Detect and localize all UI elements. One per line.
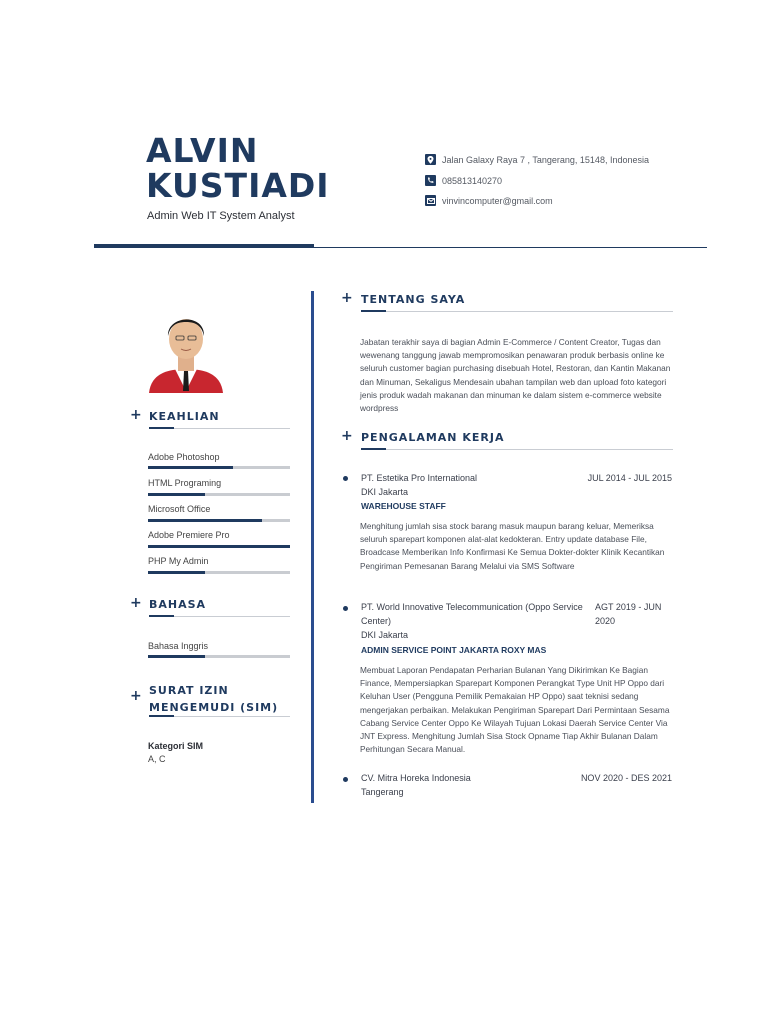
timeline-dot (343, 606, 348, 611)
contact-phone (425, 175, 502, 186)
skill-bar-fill (148, 571, 205, 574)
column-divider (311, 291, 314, 803)
job-date: JUL 2014 - JUL 2015 (587, 473, 672, 483)
job-date: NOV 2020 - DES 2021 (580, 773, 672, 783)
license-heading-line-2: MENGEMUDI (SIM) (149, 701, 279, 714)
job-company: CV. Mitra Horeka Indonesia (361, 773, 471, 783)
job-city: DKI Jakarta (361, 630, 409, 640)
languages-plus-icon: + (130, 595, 142, 611)
about-text: Jabatan terakhir saya di bagian Admin E-Commerce / Content Creator, Tugas dan wewenang tanggung jawab mempromosikan penawaran produk berbasis online ke seluruh customer bagian purchasing disebuah Hotel, Restoran, dan Kantin Makanan dan Minuman, Sekaligus Mendesain ubahan tampilan web dan upload foto kategori jenis produk wadah makanan dan minuman ke dalam sistem e-commerce website wordpress (360, 337, 671, 414)
skill-bar-fill (148, 545, 290, 548)
languages-heading: BAHASA (149, 598, 207, 611)
job-position: ADMIN SERVICE POINT JAKARTA ROXY MAS (361, 645, 547, 655)
phone-text[interactable]: 085813140270 (442, 175, 503, 186)
profile-photo (147, 303, 225, 393)
location-pin-icon (425, 154, 436, 165)
skill-bar (148, 571, 290, 574)
job-date: AGT 2019 - JUN 2020 (595, 602, 662, 626)
language-label: Bahasa Inggris (148, 641, 209, 651)
about-plus-icon: + (341, 290, 353, 306)
experience-heading: PENGALAMAN KERJA (361, 431, 505, 444)
skill-label: Microsoft Office (148, 504, 211, 514)
license-heading-line (149, 716, 290, 717)
license-plus-icon: + (130, 688, 142, 704)
skill-label: PHP My Admin (148, 556, 209, 566)
job-city: Tangerang (361, 787, 404, 797)
timeline-dot (343, 777, 348, 782)
job-description: Membuat Laporan Pendapatan Perharian Bulanan Yang Dikirimkan Ke Bagian Finance, Mempersiapkan Sparepart Komponen Perangkat Type Unit HP Oppo dari Keluhan User (Pengguna Pemilik Pemakaian HP Oppo) saat teknisi sedang mengerjakan perbaikan. Melakukan Pengiriman Sparepart Dari Permintaan Sesama Cabang Service Center Oppo Ke Wilayah Tujuan Lokasi Daerah Service Center Via JNT Express. Menghitung Jumlah Sisa Stock Opname Tiap Akhir Bulanan Dalam Perhitungan Secara Manual. (360, 665, 670, 755)
skill-bar-fill (148, 466, 233, 469)
timeline-dot (343, 476, 348, 481)
skill-bar (148, 493, 290, 496)
email-text[interactable]: vinvincomputer@gmail.com (442, 195, 553, 206)
candidate-name (146, 133, 330, 203)
skill-bar (148, 519, 290, 522)
skill-bar (148, 466, 290, 469)
job-position: WAREHOUSE STAFF (361, 501, 446, 511)
about-heading-line (361, 311, 673, 312)
license-label: Kategori SIM (148, 741, 204, 751)
license-value: A, C (148, 754, 166, 764)
about-heading: TENTANG SAYA (361, 293, 466, 306)
experience-heading-line (361, 449, 673, 450)
skill-bar-fill (148, 519, 262, 522)
language-bar (148, 655, 290, 658)
experience-plus-icon: + (341, 428, 353, 444)
contact-address (425, 154, 649, 165)
languages-heading-line (149, 616, 290, 617)
skills-plus-icon: + (130, 407, 142, 423)
skill-bar-fill (148, 493, 205, 496)
skill-label: HTML Programing (148, 478, 222, 488)
job-city: DKI Jakarta (361, 487, 409, 497)
license-heading-line-1: SURAT IZIN (149, 684, 229, 697)
skills-heading: KEAHLIAN (149, 410, 220, 423)
header-divider-accent (94, 244, 314, 248)
language-bar-fill (148, 655, 205, 658)
skill-label: Adobe Photoshop (148, 452, 220, 462)
address-text: Jalan Galaxy Raya 7 , Tangerang, 15148, Indonesia (442, 154, 649, 165)
job-company: PT. Estetika Pro International (361, 473, 478, 483)
skill-bar (148, 545, 290, 548)
job-description: Menghitung jumlah sisa stock barang masuk maupun barang keluar, Memeriksa seluruh sparepart komponen alat-alat kedokteran. Entry update database File, Broadcase Memberikan Info Konfirmasi Ke Semua Dokter-dokter Klinik Kecantikan Pengiriman Pemesanan Barang Melalui via SMS Software (360, 521, 665, 571)
license-heading (149, 682, 278, 716)
name-line-2: KUSTIADI (146, 166, 330, 205)
email-icon (425, 195, 436, 206)
phone-icon (425, 175, 436, 186)
skills-heading-line (149, 428, 290, 429)
name-line-1: ALVIN (146, 131, 259, 170)
contact-email (425, 195, 553, 206)
job-role: Admin Web IT System Analyst (147, 210, 295, 222)
skill-label: Adobe Premiere Pro (148, 530, 230, 540)
job-company: PT. World Innovative Telecommunication (Oppo Service Center) (361, 602, 583, 626)
